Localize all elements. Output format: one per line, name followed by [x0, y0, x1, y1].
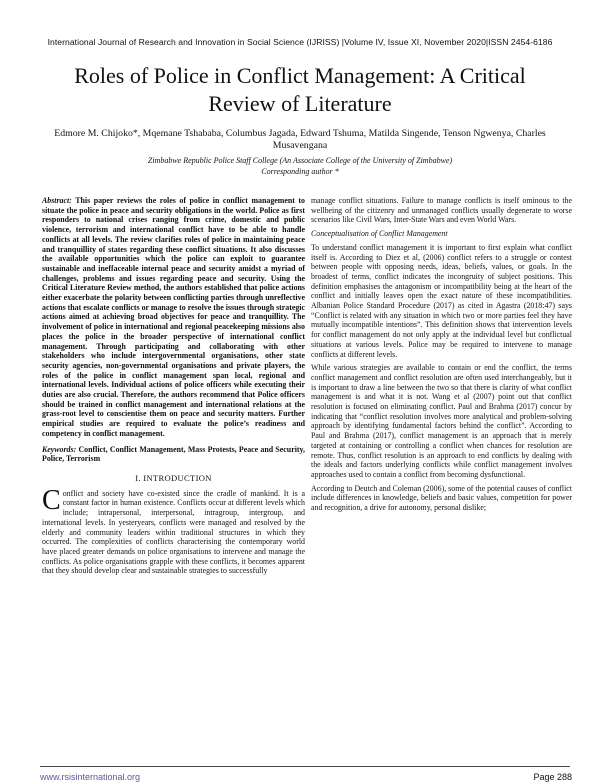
- page-number: Page 288: [533, 772, 572, 782]
- paragraph-causes: According to Deutch and Coleman (2006), some of the potential causes of conflict include differences in knowledge, beliefs and basic values, competition for power and recognition, a drive for autonomy, personal dislike;: [311, 483, 572, 513]
- abstract-label: Abstract:: [42, 196, 72, 205]
- footer-website-link[interactable]: www.rsisinternational.org: [40, 772, 141, 782]
- paragraph-definition: To understand conflict management it is important to first explain what conflict itself is. According to Diez et al, (2006) conflict refers to a struggle or contest between people with opposing needs, ideas, beliefs, values, or goals. In the broadest of terms, conflict indicates the incongruity of subject positions. This definition emphasises the antagonism or incompatibility being at the heart of the conflict and initially leaves open the exact nature of these incompatibilities. Albanian Police Standard Procedure (2017) as cited in Agastra (2018:47) says “Conflict is related with any situation in which two or more parties feel they have mutually incompatible intentions”. This definition shows that intervention levels for conflict management do not only apply at the individual level but conflictual situations at various levels. Police may be required to intervene to manage conflicts at different levels.: [311, 242, 572, 359]
- keywords-label: Keywords:: [42, 444, 77, 454]
- paragraph-continuation: manage conflict situations. Failure to manage conflicts is itself ominous to the wellbeing of the citizenry and unmanaged conflicts usually degenerate to worse scenarios like Civil Wars, Inter-State Wars and even World Wars.: [311, 196, 572, 225]
- abstract-text: This paper reviews the roles of police in conflict management to situate the police in peace and security obligations in the world. Police as first responders to national crises ranging from crime, domestic and public violence, terrorism and international conflict have to be able to handle conflicts at all levels. The review clarifies roles of police in maintaining peace and tranquillity of states regarding these conflict situations. It also discusses the available opportunities which the police can exploit to guarantee sustainable and ineffaceable internal peace and security amidst a myriad of challenges, problems and issues regarding peace and security. Using the Critical Literature Review method, the authors established that police actions either exacerbate the polarity between conflicting parties through unreflective actions that escalate conflicts or manage to resolve the issues through strategic actions aimed at achieving broad objectives for peace and tranquillity. The involvement of police in international and regional peacekeeping missions also places the police in the broader perspective of international conflict management. Through participating and collaborating with other stakeholders who include intergovernmental organisations, other state security agencies, non-governmental organisations and private players, the roles of the police in conflict management span local, regional and international levels. Individual actions of police officers while executing their duties are also crucial. Therefore, the authors recommend that Police officers should be trained in conflict management and international relations at the grass-root level to conscientise them on peace and security matters. Further empirical studies are required to evaluate the police’s readiness and competency in conflict management.: [42, 196, 305, 438]
- keywords: [42, 445, 305, 464]
- introduction-text: onflict and society have co-existed since the cradle of mankind. It is a constant factor in human existence. Conflicts occur at different levels which include; intrapersonal, interpersonal, intragroup, intergroup, and international levels. In yesteryears, conflicts were managed and resolved by the elderly and community leaders within traditional structures in which they occurred. The complexities of conflicts characterising the contemporary world have placed greater demands on police organisations to intervene and manage the conflicts. As police organisations grapple with these conflicts, it becomes apparent that they should develop clear and sustainable strategies to successfully: [42, 488, 305, 576]
- section-heading-introduction: I. INTRODUCTION: [135, 472, 212, 483]
- introduction-paragraph: [42, 484, 305, 576]
- paper-title: Roles of Police in Conflict Management: A Critical Review of Literature: [74, 63, 526, 116]
- right-column: [311, 196, 572, 517]
- left-column: [42, 196, 305, 580]
- drop-cap: C: [42, 484, 61, 516]
- author-list: Edmore M. Chijoko*, Mqemane Tshababa, Columbus Jagada, Edward Tshuma, Matilda Singende, Tenson Ngwenya, Charles Musavengana: [54, 128, 546, 151]
- subheading-conceptualisation: Conceptualisation of Conflict Management: [311, 229, 448, 239]
- corresponding-author-note: Corresponding author *: [261, 167, 339, 176]
- affiliation: Zimbabwe Republic Police Staff College (An Associate College of the University of Zimbabwe): [147, 156, 453, 165]
- keywords-text: Conflict, Conflict Management, Mass Protests, Peace and Security, Police, Terrorism: [42, 444, 305, 464]
- footer-divider: [40, 766, 570, 767]
- affiliation-block: [40, 155, 560, 177]
- abstract: [42, 196, 305, 439]
- paragraph-strategies: While various strategies are available to contain or end the conflict, the terms conflict management and conflict resolution are often used interchangeably, but it is important to draw a line between the two so that there is clarity of what conflict management is and what it is not. Wang et al (2007) point out that conflict resolution is focused on eliminating conflict. Paul and Brahma (2017) concur by indicating that “conflict resolution involves more analytical and problem-solving approach by identifying fundamental factors behind the conflict”. According to Paul and Brahma (2017), conflict management is an approach that is merely targeted at containing or controlling a conflict when chances for resolution are remote. Thus, conflict resolution is an approach to end conflicts by dealing with the ideals and factors underlying conflicts while conflict management involves approaches used to contain a conflict from becoming dysfunctional.: [311, 363, 572, 479]
- journal-header: International Journal of Research and Innovation in Social Science (IJRISS) |Volume IV, Issue XI, November 2020|ISSN 2454-6186: [47, 37, 553, 47]
